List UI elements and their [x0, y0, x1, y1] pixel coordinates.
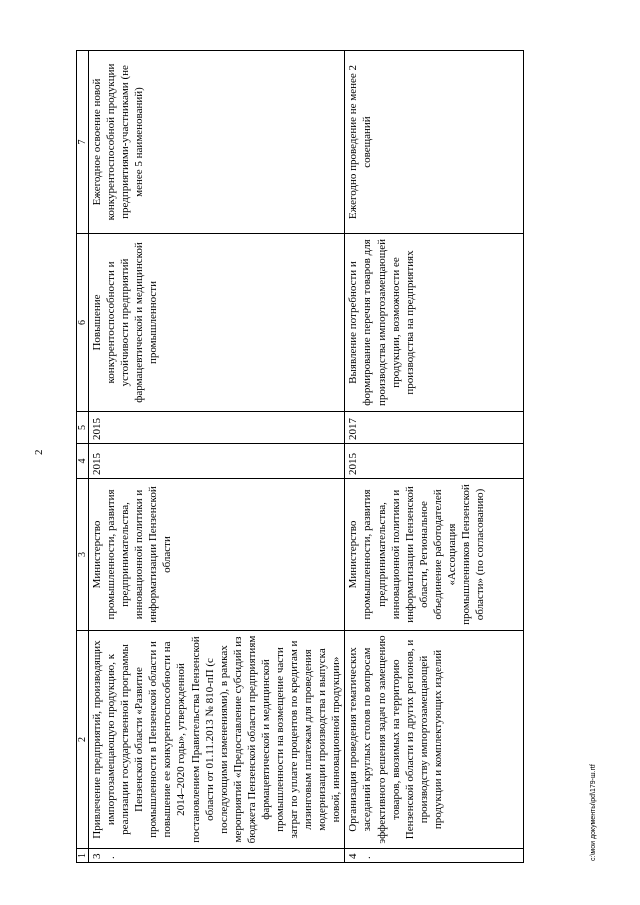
page-number: 2	[33, 449, 45, 455]
header-cell: 2	[77, 631, 89, 849]
header-cell: 4	[77, 444, 89, 479]
file-path-footer: c:\мои документы\pd\179-ш.rtf	[590, 764, 597, 861]
action-plan-table	[76, 50, 524, 863]
start-year-cell: 2015	[89, 444, 345, 479]
row-number: 3.	[89, 849, 345, 863]
activity-cell: Привлечение предприятий, производящих импортозамещающую продукцию, к реализации государственной программы Пензенской области «Развитие промышленности в Пензенской области и повышение ее конкурентоспособности на 2014–2020 годы», утвержденной постановлением Правительства Пензенской области от 01.11.2013 № 810-пП (с последующими изменениями), в рамках мероприятий «Предоставление субсидий из бюджета Пензенской области предприятиям фармацевтической и медицинской промышленности на возмещение части затрат по уплате процентов по кредитам и лизинговым платежам для проведения модернизации производства и выпуска новой, инновационной продукции»	[89, 631, 345, 849]
executor-cell: Министерство промышленности, развития предпринимательства, инновационной политики и информатизации Пензенской области	[89, 479, 345, 631]
indicator-cell: Ежегодное освоение новой конкурентоспособной продукции предприятиями-участниками (не менее 5 наименований)	[89, 51, 345, 234]
start-year-cell: 2015	[345, 444, 524, 479]
end-year-cell: 2017	[345, 412, 524, 444]
end-year-cell: 2015	[89, 412, 345, 444]
header-cell: 3	[77, 479, 89, 631]
activity-cell: Организация проведения тематических заседаний круглых столов по вопросам эффективного решения задач по замещению товаров, ввозимых на территорию Пензенской области из других регионов, и производству импортозамещающей продукции и комплектующих изделий	[345, 631, 524, 849]
header-cell: 1	[77, 849, 89, 863]
indicator-cell: Ежегодно проведение не менее 2 совещаний	[345, 51, 524, 234]
executor-cell: Министерство промышленности, развития предпринимательства, инновационной политики и информатизации Пензенской области, Региональное объединение работодателей «Ассоциация промышленников Пензенской области» (по согласованию)	[345, 479, 524, 631]
header-row	[77, 51, 89, 863]
result-cell: Повышение конкурентоспособности и устойчивости предприятий фармацевтической и медицинской промышленности	[89, 234, 345, 412]
table-row	[345, 51, 524, 863]
table-row	[89, 51, 345, 863]
result-cell: Выявление потребности и формирование перечня товаров для производства импортозамещающей продукции, возможности ее производства на предприятиях	[345, 234, 524, 412]
header-cell: 6	[77, 234, 89, 412]
header-cell: 5	[77, 412, 89, 444]
row-number: 4.	[345, 849, 524, 863]
header-cell: 7	[77, 51, 89, 234]
